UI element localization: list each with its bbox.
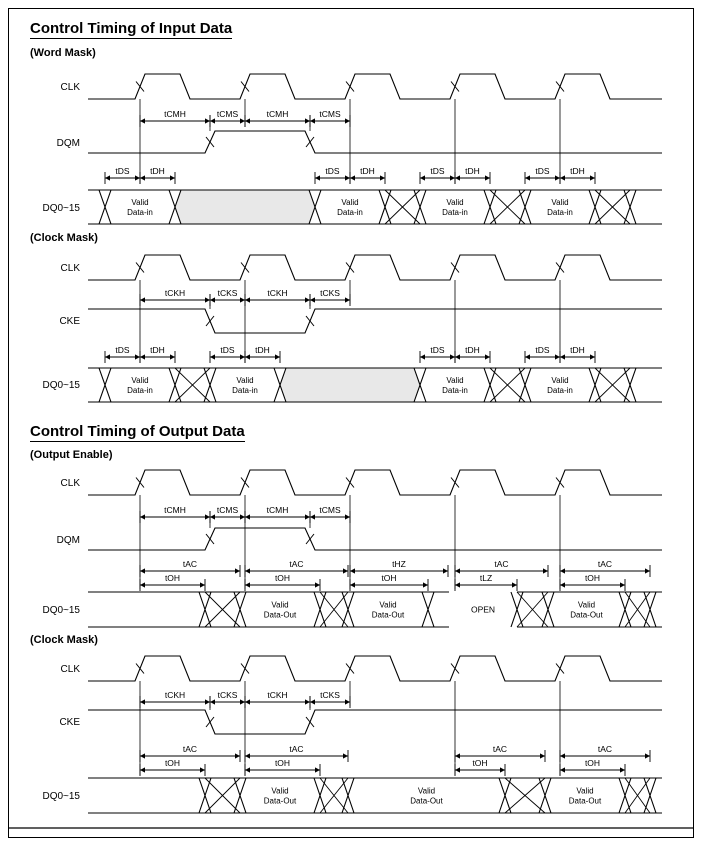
timing-arrow-label: tAC	[182, 559, 198, 569]
timing-arrow-label: tCKH	[267, 288, 288, 298]
timing-arrow-label: tDH	[465, 345, 480, 355]
timing-arrow-label: tOH	[472, 758, 488, 768]
signal-label-mask: CKE	[59, 316, 80, 327]
bus-valid-data-label: Valid Data-in	[127, 198, 153, 217]
signal-label-mask: DQM	[56, 535, 80, 546]
timing-arrow-label: tDS	[430, 345, 445, 355]
bus-valid-data-label: Valid Data-in	[337, 198, 363, 217]
timing-arrow-label: tOH	[164, 573, 181, 583]
timing-arrow-label: tCMH	[164, 109, 186, 119]
timing-arrow-label: tAC	[492, 744, 508, 754]
bus-valid-data-label: Valid Data-in	[232, 376, 258, 395]
signal-label-clk: CLK	[60, 664, 80, 675]
timing-arrow-label: tOH	[164, 758, 181, 768]
signal-label-mask: DQM	[56, 138, 80, 149]
timing-arrow-label: tDH	[150, 166, 165, 176]
signal-label-bus: DQ0~15	[42, 605, 80, 616]
timing-arrow-label: tCKS	[320, 690, 340, 700]
timing-arrow-label: tHZ	[392, 559, 406, 569]
bus-valid-data-label: Valid Data-in	[442, 198, 468, 217]
timing-arrow-label: tDH	[570, 345, 585, 355]
signal-label-clk: CLK	[60, 478, 80, 489]
timing-arrow-label: tCMS	[319, 109, 341, 119]
timing-arrow-label: tDH	[465, 166, 480, 176]
output-timing-title-text: Control Timing of Output Data	[30, 423, 245, 440]
bus-open-label: OPEN	[470, 604, 496, 615]
signal-label-bus: DQ0~15	[42, 791, 80, 802]
bus-valid-data-label: Valid Data-Out	[371, 600, 405, 620]
timing-arrow-label: tOH	[274, 758, 291, 768]
input-timing-title-text: Control Timing of Input Data	[30, 20, 233, 37]
timing-arrow-label: tAC	[597, 559, 613, 569]
waveform-section-0	[42, 74, 662, 224]
timing-arrow-label: tAC	[289, 744, 304, 754]
waveform-section-3	[42, 656, 662, 813]
timing-arrow-label: tCMS	[216, 109, 239, 119]
bus-valid-data-label: Valid Data-Out	[263, 786, 297, 806]
timing-arrow-label: tAC	[182, 744, 198, 754]
bus-valid-data-label: Valid Data-Out	[570, 600, 603, 620]
timing-arrow-label: tDH	[255, 345, 270, 355]
timing-arrow-label: tDS	[535, 345, 550, 355]
signal-label-mask: CKE	[59, 717, 80, 728]
timing-arrow-label: tCMH	[266, 505, 289, 515]
bus-valid-data-label: Valid Data-in	[547, 198, 573, 217]
bus-valid-data-label: Valid Data-Out	[410, 786, 443, 806]
bus-valid-data-label: Valid Data-Out	[568, 786, 602, 806]
timing-arrow-label: tAC	[494, 559, 509, 569]
timing-arrow-label: tCKS	[320, 288, 340, 298]
bus-valid-data-label: Valid Data-in	[442, 376, 468, 395]
waveform-section-2	[42, 470, 662, 627]
subtitle-output-clock-mask: (Clock Mask)	[30, 634, 98, 646]
subtitle-output-enable: (Output Enable)	[30, 449, 113, 461]
timing-arrow-label: tOH	[584, 573, 601, 583]
timing-arrow-label: tDS	[220, 345, 235, 355]
timing-arrow-label: tDS	[115, 345, 130, 355]
signal-label-bus: DQ0~15	[42, 380, 80, 391]
subtitle-word-mask: (Word Mask)	[30, 47, 96, 59]
signal-label-bus: DQ0~15	[42, 203, 80, 214]
timing-arrow-label: tCMS	[216, 505, 239, 515]
timing-arrow-label: tDS	[535, 166, 550, 176]
timing-arrow-label: tCKH	[164, 690, 186, 700]
subtitle-input-clock-mask: (Clock Mask)	[30, 232, 98, 244]
timing-arrow-label: tDS	[325, 166, 340, 176]
timing-arrow-label: tDS	[115, 166, 130, 176]
signal-label-clk: CLK	[60, 263, 80, 274]
bus-valid-data-label: Valid Data-in	[127, 376, 153, 395]
timing-arrow-label: tCMS	[319, 505, 341, 515]
timing-arrow-label: tAC	[597, 744, 613, 754]
timing-arrow-label: tOH	[381, 573, 397, 583]
timing-arrow-label: tCKH	[164, 288, 186, 298]
bus-valid-data-label: Valid Data-Out	[263, 600, 297, 620]
timing-arrow-label: tAC	[289, 559, 304, 569]
timing-arrow-label: tLZ	[479, 573, 493, 583]
timing-arrow-label: tDH	[360, 166, 375, 176]
timing-arrow-label: tOH	[274, 573, 291, 583]
timing-arrow-label: tDH	[570, 166, 585, 176]
timing-arrow-label: tCKH	[267, 690, 288, 700]
timing-arrow-label: tDS	[430, 166, 445, 176]
timing-arrow-label: tCKS	[217, 690, 238, 700]
timing-arrow-label: tCMH	[164, 505, 186, 515]
timing-arrow-label: tDH	[150, 345, 165, 355]
signal-label-clk: CLK	[60, 82, 80, 93]
timing-arrow-label: tCMH	[266, 109, 289, 119]
bus-valid-data-label: Valid Data-in	[547, 376, 573, 395]
timing-arrow-label: tOH	[584, 758, 601, 768]
waveform-section-1	[42, 255, 662, 402]
timing-arrow-label: tCKS	[217, 288, 238, 298]
